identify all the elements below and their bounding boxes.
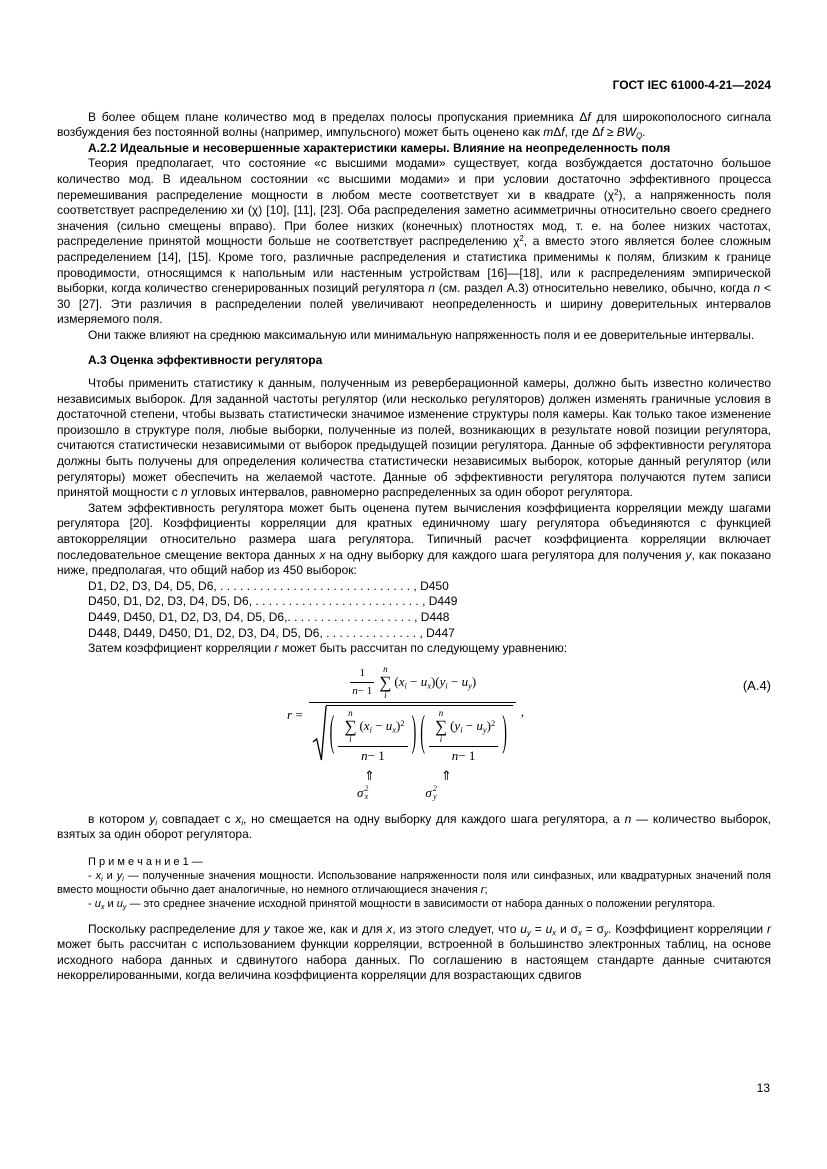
radical-sign-icon: [312, 705, 327, 761]
text-segment: Затем коэффициент корреляции: [88, 641, 275, 656]
section-heading-a22: А.2.2 Идеальные и несовершенные характеристики камеры. Влияние на неопределенность поля: [88, 140, 671, 155]
text-segment: i: [445, 680, 448, 691]
text-segment: x: [386, 921, 393, 936]
document-code-header: ГОСТ IEC 61000-4-21—2024: [612, 78, 771, 92]
text-segment: . Коэффициент корреляции: [608, 921, 767, 936]
text-segment: i: [404, 680, 407, 691]
text-segment: i: [369, 724, 372, 735]
text-segment: i: [122, 875, 124, 884]
text-segment: x: [95, 870, 102, 883]
text-segment: x: [319, 547, 326, 562]
text-segment: n: [361, 747, 368, 763]
text-segment: −: [406, 673, 421, 689]
text-segment: угловых интервалов, равномерно распределенных за один оборот регулятора.: [187, 485, 633, 500]
main-fraction-numerator: [345, 665, 479, 700]
text-segment: f: [587, 109, 591, 124]
text-segment: y: [482, 724, 487, 735]
paragraph-equation-intro: [57, 641, 771, 657]
paragraph-mode-count: [57, 110, 771, 141]
text-segment: x: [363, 717, 370, 733]
text-segment: =: [530, 921, 546, 936]
equation-number: (А.4): [742, 677, 771, 693]
text-segment: − 1: [458, 747, 476, 763]
text-segment: = σ: [581, 921, 605, 936]
up-arrow-icon: ⇑: [364, 767, 375, 783]
summation-symbol: [344, 709, 356, 744]
data-sequence-line: D450, D1, D2, D3, D4, D5, D6, . . . . . . . . . . . . . . . . . . . . . . . . . , D449: [88, 594, 458, 609]
text-segment: ;: [484, 884, 488, 897]
text-segment: m: [543, 125, 554, 140]
sup-sub-stack: [433, 785, 437, 802]
text-segment: на одну выборку для каждого шага регулятора для получения: [325, 547, 686, 562]
equation-lhs: [287, 708, 303, 723]
text-segment: y: [526, 927, 531, 937]
summation-upper-limit: n: [383, 663, 388, 674]
equation-expression: [287, 665, 524, 766]
variance-x-numerator: [338, 709, 407, 744]
sigma-x-squared: [357, 785, 368, 802]
text-segment: , из этого следует, что: [392, 921, 521, 936]
text-segment: y: [116, 870, 123, 883]
text-segment: 2: [519, 234, 524, 244]
sigma-symbol: σ: [357, 784, 364, 800]
text-segment: < 30 [27]. Эти различия в распределении полей увеличивают неопределенность и ширину доверительных интервалов измеряемого поля.: [57, 281, 772, 327]
text-segment: =: [292, 706, 303, 722]
text-segment: В более общем плане количество мод в пределах полосы пропускания приемника Δ: [88, 109, 588, 124]
text-segment: Q: [636, 131, 643, 141]
page-number: 13: [756, 1081, 770, 1095]
text-segment: Теория предполагает, что состояние «с высшими модами» существует, когда возбуждается достаточно большое количество мод. В идеальном состоянии «с высшими модами» и при условии достаточно эффективного процесса перемешивания распределение мощности в любом месте соответствует хи в квадрате (χ: [57, 156, 771, 202]
text-segment: x: [392, 724, 397, 735]
text-segment: −: [462, 717, 477, 733]
text-segment: y: [604, 927, 608, 937]
paragraph-a3-correlation: [57, 501, 771, 579]
text-segment: Затем эффективность регулятора может быть оценена путем вычисления коэффициента корреляции между шагами регулятора [20]. Коэффициенты корреляции для кратных единичному шагу регулятора объединяются с функцией автокорреляции относительно размера шага регулятора. Типичный расчет коэффициента корреляции включает последовательное смещение вектора данных: [57, 500, 771, 562]
equation-trailing-comma: ,: [520, 703, 525, 719]
text-segment: u: [461, 673, 469, 689]
paragraph-a22-body: [57, 156, 771, 328]
subscript: y: [433, 792, 437, 802]
text-segment: i: [460, 724, 463, 735]
text-segment: ): [486, 717, 491, 733]
text-segment: u: [116, 898, 123, 911]
text-segment: x: [235, 811, 242, 826]
text-segment: y: [263, 921, 270, 936]
text-segment: (: [450, 717, 455, 733]
text-segment: и: [102, 870, 117, 883]
fraction-bar: [309, 702, 516, 703]
text-segment: совпадает с: [157, 811, 236, 826]
variance-y-terms: [450, 719, 495, 734]
note-title: П р и м е ч а н и е 1 —: [88, 855, 203, 868]
sigma-symbol: σ: [425, 784, 432, 800]
text-segment: (: [359, 717, 364, 733]
data-sequence-line: D1, D2, D3, D4, D5, D6, . . . . . . . . . . . . . . . . . . . . . . . . . . . . . , D450: [88, 578, 449, 593]
fraction-bar: [350, 682, 374, 683]
text-segment: (см. раздел А.3) относительно невелико, обычно, когда: [434, 281, 754, 296]
summation-upper-limit: n: [438, 707, 444, 718]
text-segment: 2: [400, 717, 405, 728]
text-segment: u: [520, 921, 527, 936]
data-sequence-line: D449, D450, D1, D2, D3, D4, D5, D6,. . . . . . . . . . . . . . . . . . . , D448: [88, 610, 450, 624]
text-segment: и σ: [556, 921, 579, 936]
fraction-bar: [338, 746, 407, 747]
text-segment: для широкополосного сигнала возбуждения без постоянной волны (например, импульсного) может быть оценено как: [57, 109, 771, 140]
text-segment: ≥: [603, 125, 617, 140]
text-segment: r: [480, 884, 485, 897]
text-segment: — полученные значения мощности. Использование напряженности поля или синфазных, или квадратурных значений поля вместо мощности обычно дает аналогичные, но немного отличающиеся значения: [57, 870, 771, 897]
text-segment: u: [94, 898, 101, 911]
sigma-sum-icon: ∑: [434, 716, 448, 736]
text-segment: i: [241, 817, 244, 827]
text-segment: в котором: [88, 811, 150, 826]
text-segment: y: [468, 680, 472, 691]
text-segment: Δ: [553, 125, 562, 140]
fraction-numerator: 1: [359, 667, 366, 680]
equation-a4: [57, 665, 771, 802]
exponent: 2: [432, 783, 437, 793]
radicand: [326, 705, 513, 766]
summation-lower-limit: i: [349, 733, 352, 744]
text-segment: − 1: [357, 684, 373, 697]
paragraph-a3-intro: [57, 376, 771, 501]
text-segment: и: [104, 898, 117, 911]
equation-row: [57, 665, 771, 766]
text-segment: может быть рассчитан с использованием функции корреляции, встроенной в большинство электронных таблиц, на основе исходного набора данных и сдвинутого набора данных. По соглашению в настоящем стандарте данные считаются некоррелированными, когда величина коэффициента корреляции для возрастающих сдвигов: [57, 937, 771, 983]
text-segment: x: [398, 673, 405, 689]
text-segment: .: [642, 125, 646, 140]
text-segment: (: [394, 673, 399, 689]
text-segment: x: [100, 903, 105, 912]
text-segment: BW: [616, 125, 637, 140]
text-segment: i: [101, 875, 103, 884]
summation-symbol: [435, 709, 447, 744]
variance-x-terms: [359, 719, 404, 734]
text-segment: n: [624, 811, 632, 826]
data-shift-sequence: [88, 579, 771, 641]
square-root: [312, 705, 513, 766]
text-segment: x: [552, 927, 557, 937]
text-segment: n: [352, 684, 358, 697]
variance-y-numerator: [429, 709, 498, 744]
subscript: x: [364, 792, 369, 802]
text-segment: f: [561, 125, 565, 140]
numerator-terms: [394, 675, 476, 690]
text-segment: −: [371, 717, 386, 733]
exponent: 2: [364, 783, 369, 793]
text-segment: ), а напряженность поля соответствует распределению хи (χ) [10], [11], [23]. Оба распределения заметно асимметричны относительно своего среднего значения (сильно смещены вправо). При более низких (конечных) плотностях мод, т. е. на более низких частотах, распределение принятой мощности больше не соответствует распределению χ: [57, 187, 771, 249]
text-segment: r: [767, 921, 771, 936]
text-segment: — количество выборок, взятых за один оборот регулятора.: [57, 811, 771, 842]
summation-upper-limit: n: [348, 707, 353, 718]
text-segment: Чтобы применить статистику к данным, полученным из реверберационной камеры, должно быть известно количество независимых выборок. Для заданной частоты регулятор (или несколько регуляторов) должен изменять граничные условия в достаточной степени, чтобы вызвать статистически значимое изменение структуры поля камеры. Как только такое изменение произошло в структуре поля, любые выборки, полученные из полей, возникающих в результате новой позиции регулятора, считаются статистически независимыми от выборок предыдущей позиции регулятора. Данные об эффективности регулятора должны быть получены для определения количества статистически независимых выборок, которые данный регулятор (или регуляторы) может обеспечить на желаемой частоте. Данные об эффективности регулятора получаются путем записи принятой мощности с: [57, 376, 771, 500]
summation-symbol: [379, 665, 391, 700]
text-segment: Поскольку распределение для: [88, 921, 264, 936]
text-segment: )(: [430, 673, 440, 689]
text-segment: n: [428, 281, 435, 296]
text-segment: u: [385, 717, 393, 733]
equation-sigma-labels: [357, 785, 771, 802]
text-segment: −: [447, 673, 462, 689]
main-fraction-denominator: [309, 705, 516, 766]
text-segment: y: [454, 717, 461, 733]
text-segment: x: [578, 927, 582, 937]
text-segment: x: [427, 680, 431, 691]
paragraph-equation-explain: [57, 812, 771, 843]
right-paren: ): [502, 711, 507, 758]
summation-lower-limit: i: [439, 733, 443, 744]
text-segment: 2: [614, 187, 619, 197]
text-segment: r: [287, 706, 293, 722]
text-segment: r: [274, 641, 279, 656]
text-segment: f: [600, 125, 604, 140]
fraction-denominator: [358, 749, 388, 764]
left-paren: (: [329, 711, 335, 758]
text-segment: u: [545, 921, 553, 936]
text-segment: ): [396, 717, 401, 733]
sup-sub-stack: [364, 785, 368, 802]
variance-fraction-y: [429, 709, 498, 764]
text-segment: -: [88, 898, 95, 911]
text-segment: y: [122, 903, 127, 912]
fraction-denominator: [350, 685, 374, 698]
note-1: [57, 855, 771, 912]
text-segment: n: [451, 747, 459, 763]
text-segment: y: [685, 547, 692, 562]
fraction-denominator: [449, 749, 479, 764]
text-segment: , где Δ: [564, 125, 601, 140]
text-segment: может быть рассчитан по следующему уравнению:: [278, 641, 568, 656]
right-paren: ): [411, 711, 417, 758]
data-sequence-line: D448, D449, D450, D1, D2, D3, D4, D5, D6, . . . . . . . . . . . . . . , D447: [88, 625, 455, 640]
variance-fraction-x: [338, 709, 407, 764]
fraction-bar: [429, 746, 498, 747]
text-segment: n: [181, 485, 188, 500]
section-heading-a3: А.3 Оценка эффективности регулятора: [88, 352, 323, 367]
text-segment: u: [420, 673, 428, 689]
text-segment: n: [753, 281, 761, 296]
text-segment: -: [88, 870, 96, 883]
text-segment: 2: [490, 717, 496, 728]
text-segment: ): [471, 673, 477, 689]
main-fraction: [309, 665, 516, 766]
equation-arrows: [364, 769, 771, 784]
text-segment: , как показано ниже, предполагая, что общий набор из 450 выборок:: [57, 547, 772, 578]
text-segment: , но смещается на одну выборку для каждого шага регулятора, а: [243, 811, 625, 826]
text-segment: i: [155, 817, 158, 827]
one-over-n-minus-1: [350, 667, 374, 697]
sigma-sum-icon: ∑: [379, 672, 392, 692]
text-segment: такое же, как и для: [269, 921, 387, 936]
note-item-xy: [57, 869, 771, 897]
sigma-sum-icon: ∑: [344, 716, 357, 736]
summation-lower-limit: i: [384, 689, 387, 700]
page-content: [57, 78, 771, 984]
left-paren: (: [420, 711, 425, 758]
text-segment: y: [439, 673, 446, 689]
text-segment: — это среднее значение исходной принятой мощности в зависимости от набора данных о положении регулятора.: [126, 898, 716, 911]
text-segment: , а вместо этого является более сложным распределением [14], [15]. Кроме того, различные распределения и статистика применимы к полям, близким к границе проводимости, относящимся к напольным или настенным устройствам [16]—[18], или к распределениям эмпирической выборки, когда количество сгенерированных позиций регулятора: [57, 234, 771, 296]
text-segment: u: [476, 717, 483, 733]
sigma-y-squared: [425, 785, 436, 802]
text-segment: − 1: [367, 747, 385, 763]
text-segment: y: [149, 811, 156, 826]
paragraph-a22-intervals: Они также влияют на среднюю максимальную или минимальную напряженность поля и ее доверительные интервалы.: [88, 327, 755, 342]
up-arrow-icon: ⇑: [440, 767, 452, 783]
paragraph-distribution: [57, 922, 771, 984]
note-item-u: [57, 897, 771, 911]
